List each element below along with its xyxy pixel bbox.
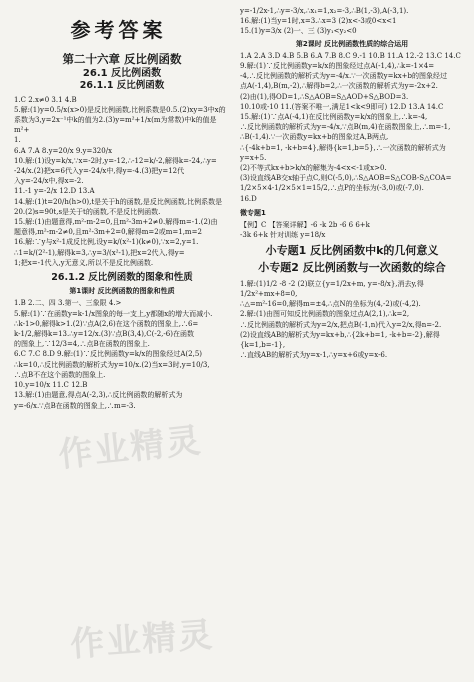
answer-line: 10.10或-10 11.(答案不唯一,满足1<k<9即可) 12.D 13.A 14.C — [240, 102, 444, 111]
answer-line: 14.解:(1)t=20/h(h>0),t是关于h的函数,是反比例函数,比例系数是 — [14, 197, 223, 206]
answer-line: 5.解:(1)y=0.5/x(x>0)是反比例函数,比例系数是0.5.(2)xy=3中x的 — [14, 105, 226, 114]
answer-line: 13.解:(1)由题意,得点A(-2,3),∴反比例函数的解析式为 — [14, 391, 183, 400]
answer-line: 入y=-24/x中,得x=-2. — [14, 177, 84, 186]
answer-line: 11.-1 y=-2/x 12.D 13.A — [14, 187, 95, 196]
answer-line: 1;把x=-1代入,y无意义,所以不是反比例函数. — [14, 258, 154, 267]
answer-block-micro — [240, 220, 464, 240]
answer-block-top — [240, 6, 464, 37]
answer-line: -24/x.(2)把x=6代入y=-24/x中,得y=-4.(3)把y=12代 — [14, 167, 185, 176]
answer-line: -3k 6+k 针对训练 y=18/x — [240, 231, 326, 240]
answer-line: 1.解:(1)1/2 -8 -2 (2)联立{y=1/2x+m, y=-8/x},消去y,得1/2x²+mx+8=0, — [240, 279, 424, 299]
watermark-2: 作业精灵 — [69, 615, 216, 665]
answer-line: -4,∴反比例函数的解析式为y=-4/x.∵一次函数y=kx+b的图象经过 — [240, 72, 448, 81]
left-column — [14, 52, 230, 411]
answer-line: (3)设直线AB交x轴于点C,则C(-5,0),∴S△AOB=S△COB-S△COA= — [240, 174, 452, 183]
page-title: 参考答案 — [70, 18, 167, 42]
answer-line: ∴反比例函数的解析式为y=2/x,把点B(-1,n)代入y=2/x,得n=-2. — [240, 320, 442, 329]
answer-line: k-1/2,解得k=13.∴y=12/x.(3)∵点B(3,4),C(-2,-6)在函数 — [14, 330, 194, 339]
answer-line: 1/2×5×4-1/2×5×1=15/2,∴点P的坐标为(-3,0)或(-7,0). — [240, 184, 424, 193]
answer-line: (2)不等式kx+b>k/x的解集为-4<x<-1或x>0. — [240, 164, 387, 173]
answer-line: 6.A 7.A 8.y=20/x 9.y=320/x — [14, 146, 113, 155]
answer-line: 题意得,m²-m-2≠0,且m²-3m+2=0,解得m=2或m=1,m=2 — [14, 228, 202, 237]
answer-line: 10.y=10/x 11.C 12.B — [14, 381, 88, 390]
subsection-heading: 26.1.1 反比例函数 — [79, 80, 165, 92]
answer-line: y=-6/x.∵点B在函数的图象上,∴m=-3. — [14, 401, 136, 410]
section-heading: 26.1 反比例函数 — [82, 68, 162, 80]
answer-line: 1.B 2.二、四 3.第一、三象限 4.> — [14, 299, 122, 308]
answer-line: 16.解:∵y与x²-1成反比例,设y=k/(x²-1)(k≠0),∵x=2,y=1. — [14, 238, 199, 247]
answer-line: ∴{-4k+b=1, -k+b=4},解得{k=1,b=5},∴一次函数的解析式为y=x+5. — [240, 143, 446, 162]
answer-line: 16.解:(1)当y=1时,x=3.∴x=3 (2)x<-3或0<x<1 — [240, 17, 397, 26]
answer-line: 6.C 7.C 8.D 9.解:(1)∵反比例函数y=k/x的图象经过A(2,5) — [14, 350, 203, 359]
watermark: 作业精灵 — [56, 420, 205, 476]
subsection-heading-2: 26.1.2 反比例函数的图象和性质 — [51, 272, 193, 284]
answer-line: ∴B(-1,4).∵一次函数y=kx+b的图象过A,B两点, — [240, 133, 389, 142]
answer-line: ∴直线AB的解析式为y=x-1,∴y=x+6或y=x-6. — [240, 351, 388, 360]
answer-line: 的图象上,∵12/3=4,∴点B在函数的图象上. — [14, 340, 150, 349]
answer-line: 16.D — [240, 194, 257, 203]
answer-line: 2.解:(1)由图可知反比例函数的图象过点A(2,1),∴k=2, — [240, 310, 410, 319]
answer-line: (2)设直线AB的解析式为y=kx+b,∴{2k+b=1, -k+b=-2},解得{k=1,b=-1}, — [240, 330, 440, 350]
answer-line: ∴点B不在这个函数的图象上. — [14, 370, 106, 379]
answer-line: 20.(2)s=90t,s是关于t的函数,不是反比例函数. — [14, 207, 161, 216]
answer-block-mid — [240, 51, 464, 204]
answer-line: 10.解:(1)设y=k/x,∵x=-2时,y=-12,∴-12=k/-2,解得k=-24,∴y= — [14, 156, 217, 165]
answer-line: 1. — [14, 136, 21, 145]
answer-line: ∴1=k/(2²-1),解得k=3,∴y=3/(x²-1),把x=2代入,得y= — [14, 248, 185, 257]
topic-heading-2: 小专题2 反比例函数与一次函数的综合 — [258, 260, 446, 274]
answer-line: 系数为3,y=2x⁻¹中k的值为2.(3)y=m²+1/x(m为常数)中k的值是m²+ — [14, 116, 217, 135]
chapter-heading: 第二十六章 反比例函数 — [62, 52, 182, 66]
answer-line: 15.解:(1)∵点A(-4,1)在反比例函数y=k/x的图象上,∴k=-4, — [240, 113, 428, 122]
lesson-heading-right: 第2课时 反比例函数性质的综合运用 — [295, 39, 409, 48]
answer-line: 9.解:(1)∵反比例函数y=k/x的图象经过点A(-1,4),∴k=-1×4= — [240, 62, 435, 71]
answer-line: 5.解:(1)∵在函数y=k-1/x图象的每一支上,y都随x的增大而减小. — [14, 309, 213, 318]
answer-line: ∴反比例函数的解析式为y=-4/x,∵点B(m,4)在函数图象上,∴m=-1, — [240, 123, 451, 132]
micro-topic-heading: 微专题1 — [240, 208, 266, 217]
answer-line: y=-1/2x-1,∴y=-3/x,∴x₁=1,x₂=-3,∴B(1,-3),A(-3,1). — [240, 7, 409, 15]
answer-line: (2)由(1),得OD=1,∴S△AOB=S△AOD+S△BOD=3. — [240, 92, 409, 101]
answer-line: 1.A 2.A 3.D 4.B 5.B 6.A 7.B 8.C 9.-1 10.B 11.A 12.-2 13.C 14.C — [240, 51, 461, 60]
answer-block-2 — [14, 298, 230, 410]
answer-line: 点A(-1,4),B(m,-2),∴解得b=2,∴一次函数的解析式为y=-2x+2. — [240, 82, 438, 91]
answer-block-1 — [14, 95, 230, 268]
lesson-heading: 第1课时 反比例函数的图象和性质 — [69, 287, 175, 296]
answer-line: 15.解:(1)由题意得,m²-m-2=0,且m²-3m+2≠0.解得m=-1.(2)由 — [14, 218, 218, 227]
answer-line: ∴△=m²-16=0,解得m=±4,∴点N的坐标为(4,-2)或(-4,2). — [240, 300, 421, 309]
right-column — [240, 6, 464, 361]
answer-line: ∴k-1>0,解得k>1.(2)∵点A(2,6)在这个函数的图象上,∴6= — [14, 319, 199, 328]
answer-line: 1.C 2.x≠0 3.1 4.B — [14, 95, 77, 104]
answer-line: 15.(1)y=3/x (2)一、三 (3)y₁<y₂<0 — [240, 27, 357, 36]
answer-line: 【例】C 【答案详解】-6 -k 2b -6 6 6+k — [240, 221, 370, 230]
topic-heading-1: 小专题1 反比例函数中k的几何意义 — [265, 244, 439, 258]
answer-line: ∴k=10,∴反比例函数的解析式为y=10/x.(2)当x=3时,y=10/3, — [14, 360, 210, 369]
answer-block-end — [240, 279, 464, 361]
